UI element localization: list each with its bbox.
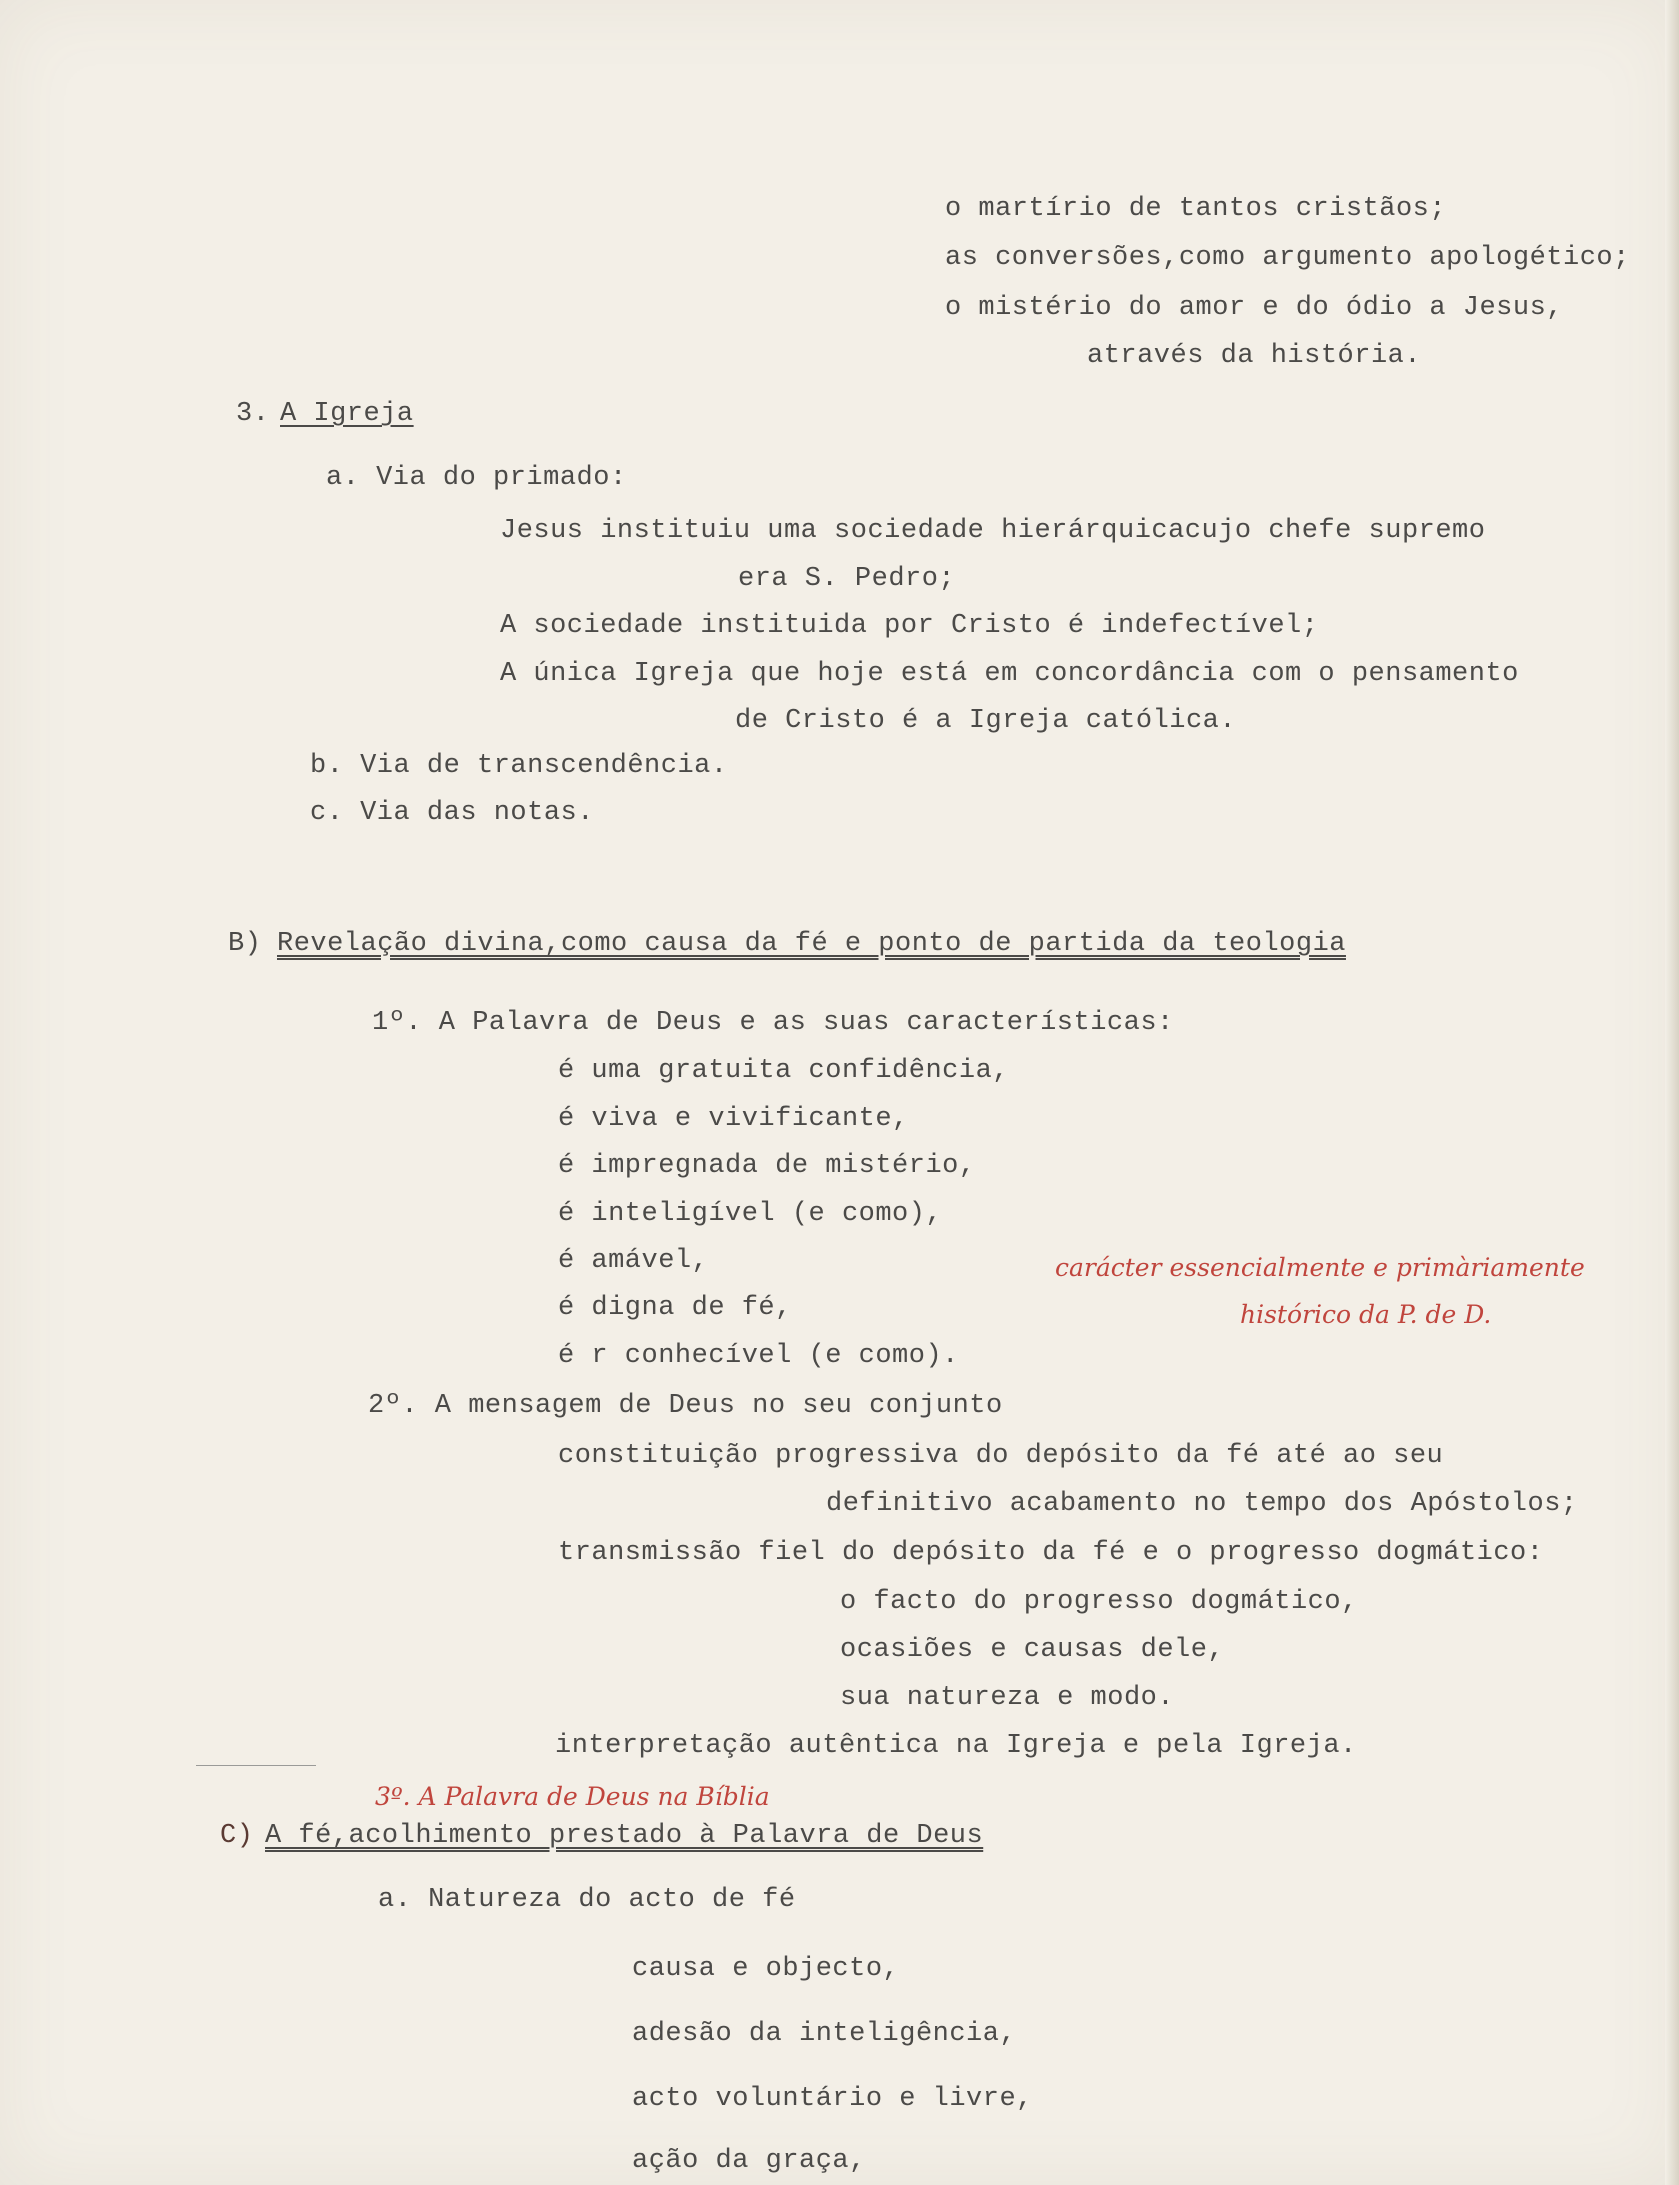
list-item: é viva e vivificante, <box>558 1104 909 1134</box>
subsection-heading: a. Natureza do acto de fé <box>378 1885 796 1915</box>
list-item: é digna de fé, <box>558 1293 792 1323</box>
section-number: 3. <box>236 399 270 429</box>
text-line: A sociedade instituida por Cristo é indefectível; <box>500 611 1319 641</box>
list-item: ação da graça, <box>632 2146 866 2176</box>
handwritten-note: histórico da P. de D. <box>1240 1300 1492 1329</box>
text-line: definitivo acabamento no tempo dos Apóstolos; <box>826 1489 1578 1519</box>
handwritten-addition: 3º. A Palavra de Deus na Bíblia <box>375 1782 770 1811</box>
text-line: Jesus instituiu uma sociedade hierárquicacujo chefe supremo <box>500 516 1486 546</box>
text-line: interpretação autêntica na Igreja e pela Igreja. <box>555 1731 1357 1761</box>
section-heading: A fé,acolhimento prestado à Palavra de Deus <box>265 1821 984 1851</box>
numbered-item: 2º. A mensagem de Deus no seu conjunto <box>368 1391 1003 1421</box>
subsection-heading: b. Via de transcendência. <box>310 751 728 781</box>
handwritten-note: carácter essencialmente e primàriamente <box>1055 1253 1585 1282</box>
list-item: causa e objecto, <box>632 1954 900 1984</box>
text-line: o facto do progresso dogmático, <box>840 1587 1358 1617</box>
pencil-mark <box>196 1765 316 1766</box>
list-item: é amável, <box>558 1246 709 1276</box>
text-line: as conversões,como argumento apologético; <box>945 243 1630 273</box>
subsection-heading: a. Via do primado: <box>326 463 627 493</box>
text-line: era S. Pedro; <box>738 564 956 594</box>
text-line: o mistério do amor e do ódio a Jesus, <box>945 293 1563 323</box>
list-item: é r conhecível (e como). <box>558 1341 959 1371</box>
text-line: sua natureza e modo. <box>840 1683 1175 1713</box>
list-item: é uma gratuita confidência, <box>558 1056 1009 1086</box>
text-line: A única Igreja que hoje está em concordância com o pensamento <box>500 659 1519 689</box>
text-line: constituição progressiva do depósito da fé até ao seu <box>558 1441 1444 1471</box>
section-letter: B) <box>228 929 262 959</box>
list-item: é inteligível (e como), <box>558 1199 943 1229</box>
subsection-heading: c. Via das notas. <box>310 798 594 828</box>
numbered-item: 1º. A Palavra de Deus e as suas características: <box>372 1008 1174 1038</box>
section-heading: Revelação divina,como causa da fé e ponto de partida da teologia <box>277 929 1346 959</box>
page-edge <box>1665 0 1679 2185</box>
text-line: transmissão fiel do depósito da fé e o progresso dogmático: <box>558 1538 1544 1568</box>
list-item: adesão da inteligência, <box>632 2019 1017 2049</box>
text-line: de Cristo é a Igreja católica. <box>735 706 1237 736</box>
list-item: acto voluntário e livre, <box>632 2084 1033 2114</box>
section-heading: A Igreja <box>280 399 414 429</box>
list-item: é impregnada de mistério, <box>558 1151 976 1181</box>
text-line: o martírio de tantos cristãos; <box>945 194 1447 224</box>
text-line: ocasiões e causas dele, <box>840 1635 1225 1665</box>
section-letter: C) <box>220 1821 254 1851</box>
text-line: através da história. <box>1087 341 1422 371</box>
